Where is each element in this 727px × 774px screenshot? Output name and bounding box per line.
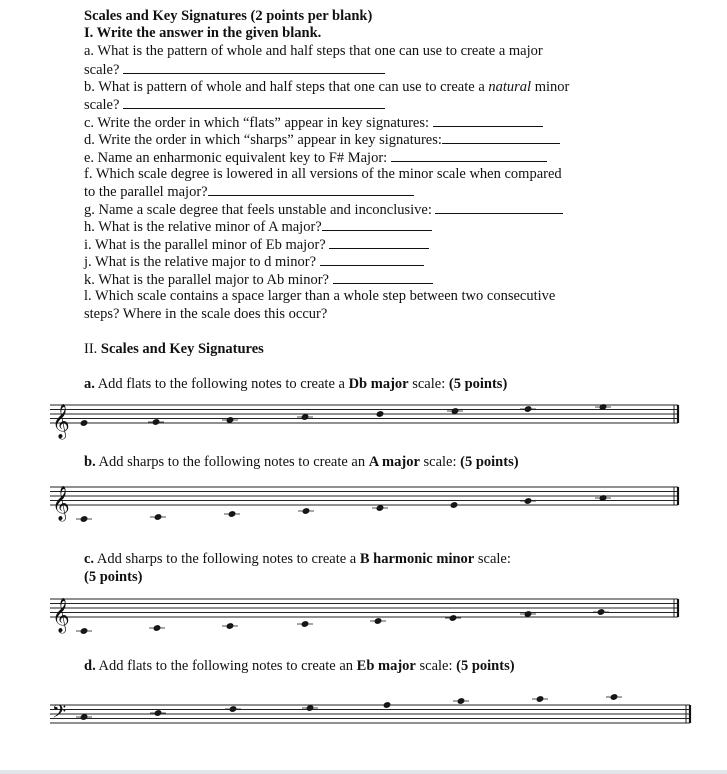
- exercise-b-letter: b.: [84, 454, 96, 470]
- question-h-text: h. What is the relative minor of A major?: [84, 219, 322, 235]
- question-e-text: e. Name an enharmonic equivalent key to F# Major:: [84, 150, 388, 166]
- part2-heading-text: Scales and Key Signatures: [100, 341, 264, 357]
- exercise-d-points: (5 points): [456, 658, 515, 674]
- exercise-d-letter: d.: [84, 658, 96, 674]
- treble-clef-icon: 𝄞: [52, 486, 70, 521]
- exercise-a-points: (5 points): [448, 376, 508, 392]
- part1-heading: I. Write the answer in the given blank.: [84, 25, 322, 41]
- staff-d: [50, 693, 690, 727]
- exercise-c-key: B harmonic minor: [359, 551, 475, 567]
- exercise-d-pre: Add flats to the following notes to create an: [98, 658, 357, 674]
- question-j-text: j. What is the relative major to d minor?: [84, 254, 317, 270]
- bass-clef-icon: 𝄢: [52, 702, 67, 727]
- question-d-text: d. Write the order in which “sharps” appear in key signatures:: [84, 132, 442, 148]
- question-b-text: scale?: [84, 97, 120, 113]
- question-l-line2: steps? Where in the scale does this occur?: [84, 306, 328, 322]
- question-a-text: scale?: [84, 62, 120, 78]
- question-b-italic: natural: [488, 79, 532, 95]
- exercise-b-key: A major: [368, 454, 420, 470]
- exercise-a-letter: a.: [84, 376, 95, 392]
- exercise-d-post: scale:: [415, 658, 457, 674]
- question-f-line1: f. Which scale degree is lowered in all versions of the minor scale when compared: [84, 166, 562, 182]
- exercise-b-post: scale:: [419, 454, 461, 470]
- exercise-b-pre: Add sharps to the following notes to create an: [98, 454, 369, 470]
- exercise-c-letter: c.: [84, 551, 95, 567]
- question-f-text: to the parallel major?: [84, 184, 208, 200]
- treble-clef-icon: 𝄞: [52, 404, 70, 439]
- exercise-b-points: (5 points): [460, 454, 519, 470]
- staff-a: [50, 403, 678, 440]
- question-b-text-b: minor: [531, 79, 570, 95]
- question-c-text: c. Write the order in which “flats” appear in key signatures:: [84, 115, 430, 131]
- question-i-text: i. What is the parallel minor of Eb major?: [84, 237, 326, 253]
- exercise-a-key: Db major: [348, 376, 409, 392]
- treble-clef-icon: 𝄞: [52, 598, 70, 633]
- exercise-c-post: scale:: [474, 551, 511, 567]
- exercise-c-pre: Add sharps to the following notes to create a: [96, 551, 360, 567]
- question-g-text: g. Name a scale degree that feels unstable and inconclusive:: [84, 202, 432, 218]
- exercise-d-key: Eb major: [356, 658, 416, 674]
- exercise-c-points: (5 points): [84, 569, 143, 585]
- exercise-a-pre: Add flats to the following notes to create a: [97, 376, 349, 392]
- question-b-text-a: b. What is pattern of whole and half steps that one can use to create a: [84, 79, 489, 95]
- question-l-line1: l. Which scale contains a space larger than a whole step between two consecutive: [84, 288, 556, 304]
- staff-b: [50, 486, 678, 523]
- staff-c: [50, 598, 678, 635]
- exercise-a-post: scale:: [408, 376, 449, 392]
- part2-heading-num: II.: [84, 341, 98, 357]
- page-bottom-edge: [0, 770, 727, 774]
- question-a-line1: a. What is the pattern of whole and half steps that one can use to create a major: [84, 43, 543, 59]
- worksheet-title: Scales and Key Signatures (2 points per blank): [84, 8, 373, 24]
- question-k-text: k. What is the parallel major to Ab minor?: [84, 272, 329, 288]
